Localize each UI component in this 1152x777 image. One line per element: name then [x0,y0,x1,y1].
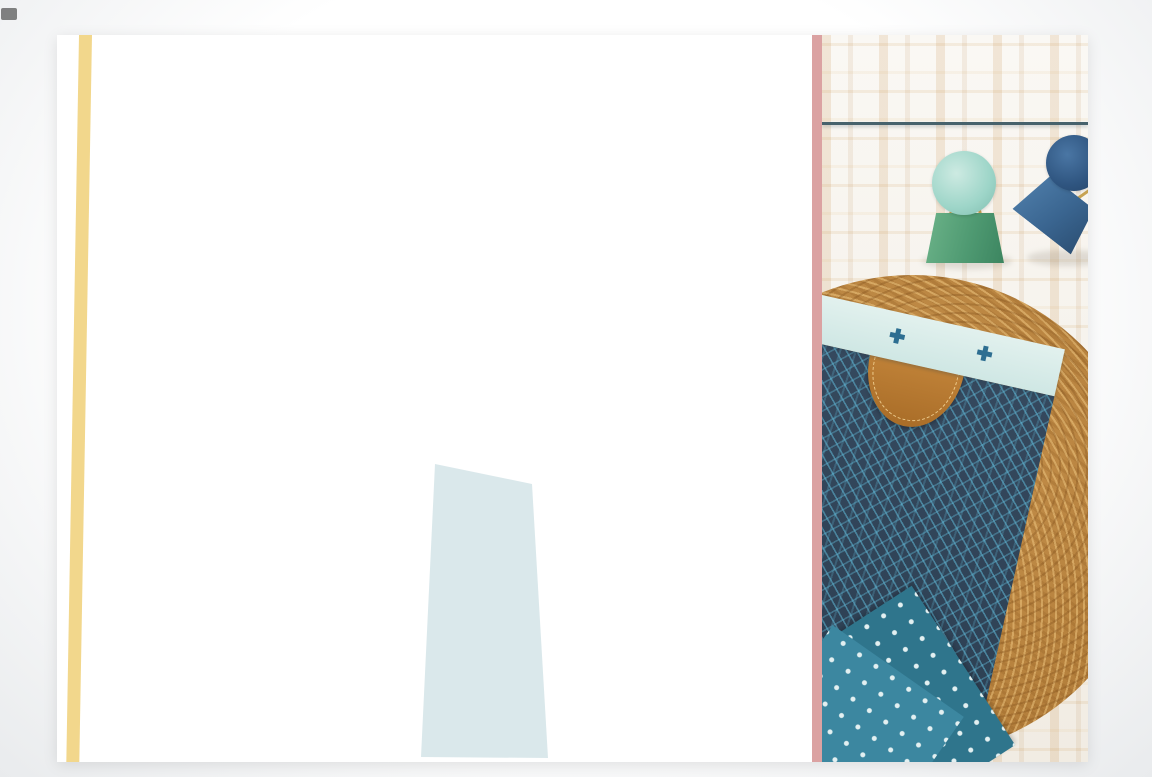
yellow-accent-stripe [66,35,92,762]
cross-motif [976,344,994,362]
cross-motif [888,327,906,345]
green-binder-clip [926,213,1004,263]
wood-plank-groove [822,122,1088,125]
mint-pompom [932,151,996,215]
book-spread-page [57,35,1088,762]
table-of-contents [610,65,855,163]
imprint-column [105,69,439,153]
contents-vertical-title [420,67,542,522]
projects-heading [610,91,855,115]
corner-smudge [1,8,17,20]
craft-styling-photo [822,35,1088,762]
toc-entry-templates [610,141,855,163]
